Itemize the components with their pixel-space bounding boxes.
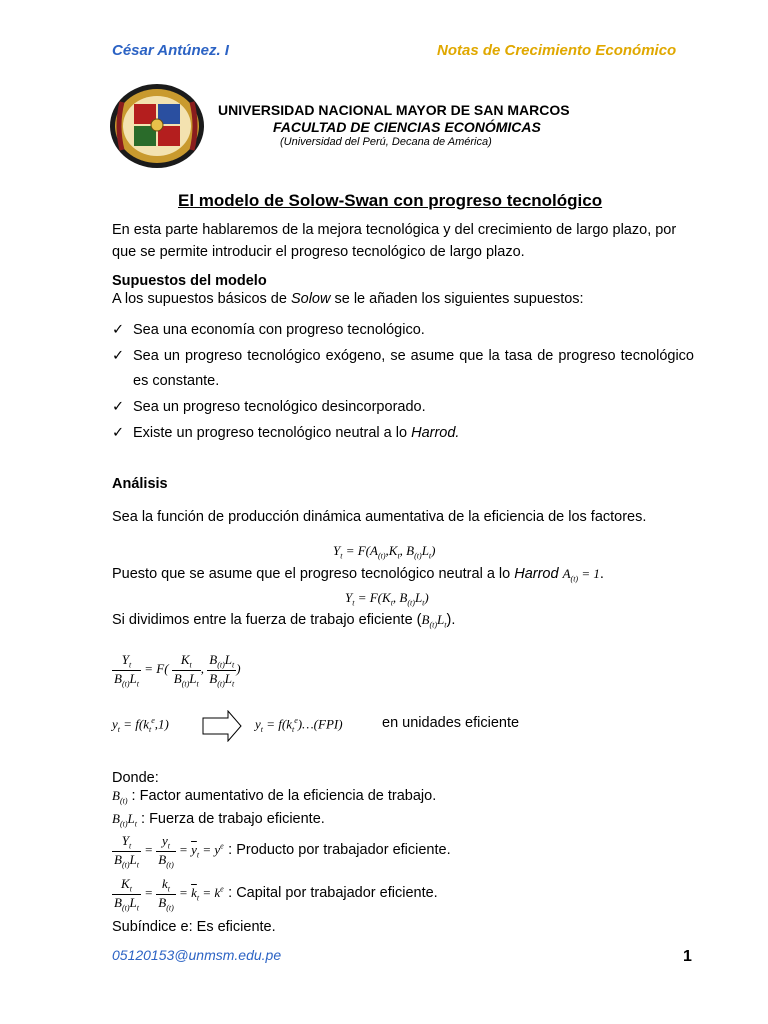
university-seal-logo bbox=[108, 82, 206, 170]
checkmark-icon: ✓ bbox=[112, 399, 125, 415]
header-author: César Antúnez. I bbox=[112, 42, 229, 59]
footer-email[interactable]: 05120153@unmsm.edu.pe bbox=[112, 947, 282, 963]
definition-bl: $B_{(t)}L_t$ : Fuerza de trabajo eficiente. bbox=[112, 811, 325, 829]
definition-y: $\frac{Y_t}{B_{(t)}L_t}$ = $\frac{y_t}{B_{(t)}}$ = $\overline{y}_t = y^e$ : Producto por trabajador eficiente. bbox=[114, 833, 451, 870]
checkmark-icon: ✓ bbox=[112, 348, 125, 364]
list-item: ✓ Sea un progreso tecnológico exógeno, se asume que la tasa de progreso tecnológico es constante. bbox=[112, 344, 694, 394]
equation-efficient-2: $y_t$ = $f(k_t^e)\dots(FPI)$ bbox=[255, 716, 343, 734]
equation-production-harrod: $Y_t = F(K_t$, $B_{(t)}L_t$) bbox=[345, 590, 429, 608]
analysis-paragraph-2: Puesto que se asume que el progreso tecnológico neutral a lo Harrod $A_{(t)} = 1$. bbox=[112, 566, 604, 584]
list-item: ✓ Existe un progreso tecnológico neutral a lo Harrod. bbox=[112, 421, 694, 446]
right-arrow-icon bbox=[202, 710, 242, 742]
assumptions-heading: Supuestos del modelo bbox=[112, 273, 267, 289]
analysis-heading: Análisis bbox=[112, 476, 168, 492]
analysis-paragraph-1: Sea la función de producción dinámica aumentativa de la eficiencia de los factores. bbox=[112, 509, 647, 525]
checkmark-icon: ✓ bbox=[112, 425, 125, 441]
subscript-note: Subíndice e: Es eficiente. bbox=[112, 919, 276, 935]
intro-paragraph: En esta parte hablaremos de la mejora tecnológica y del crecimiento de largo plazo, por que se permite introducir el progreso tecnológico de largo plazo. bbox=[112, 222, 677, 260]
analysis-paragraph-3: Si dividimos entre la fuerza de trabajo eficiente $(B_{(t)}L_t)$. bbox=[112, 612, 456, 630]
page-number: 1 bbox=[683, 948, 692, 965]
faculty-name: FACULTAD DE CIENCIAS ECONÓMICAS bbox=[273, 119, 541, 135]
list-item: ✓ Sea una economía con progreso tecnológico. bbox=[112, 318, 694, 343]
list-item: ✓ Sea un progreso tecnológico desincorporado. bbox=[112, 395, 694, 420]
checkmark-icon: ✓ bbox=[112, 322, 125, 338]
header-course: Notas de Crecimiento Económico bbox=[437, 42, 677, 59]
definition-b: $B_{(t)}$ : Factor aumentativo de la eficiencia de trabajo. bbox=[112, 788, 437, 806]
equation-division: $\frac{Y_t}{B_{(t)}L_t}$ = F( $\frac{K_t}{B_{(t)}L_t}$ , $\frac{B_{(t)}L_t}{B_{(t)}L_t}$ ) bbox=[114, 652, 241, 689]
university-name: UNIVERSIDAD NACIONAL MAYOR DE SAN MARCOS bbox=[218, 102, 570, 118]
document-title: El modelo de Solow-Swan con progreso tecnológico bbox=[178, 191, 603, 210]
equation-efficient-1: $y_t = f(k_t^e,1)$ bbox=[112, 716, 169, 734]
equation-production: $Y_t = F(A_{(t)},K_t$, $B_{(t)}L_t$) bbox=[333, 543, 436, 561]
efficient-units-label: en unidades eficiente bbox=[382, 715, 520, 731]
definition-k: $\frac{K_t}{B_{(t)}L_t}$ = $\frac{k_t}{B_{(t)}}$ = $\overline{k}_t = k^e$ : Capital por trabajador eficiente. bbox=[114, 876, 438, 913]
university-tagline: (Universidad del Perú, Decana de América) bbox=[280, 136, 492, 148]
assumptions-lead: A los supuestos básicos de Solow se le añaden los siguientes supuestos: bbox=[112, 291, 584, 307]
where-heading: Donde: bbox=[112, 770, 159, 786]
